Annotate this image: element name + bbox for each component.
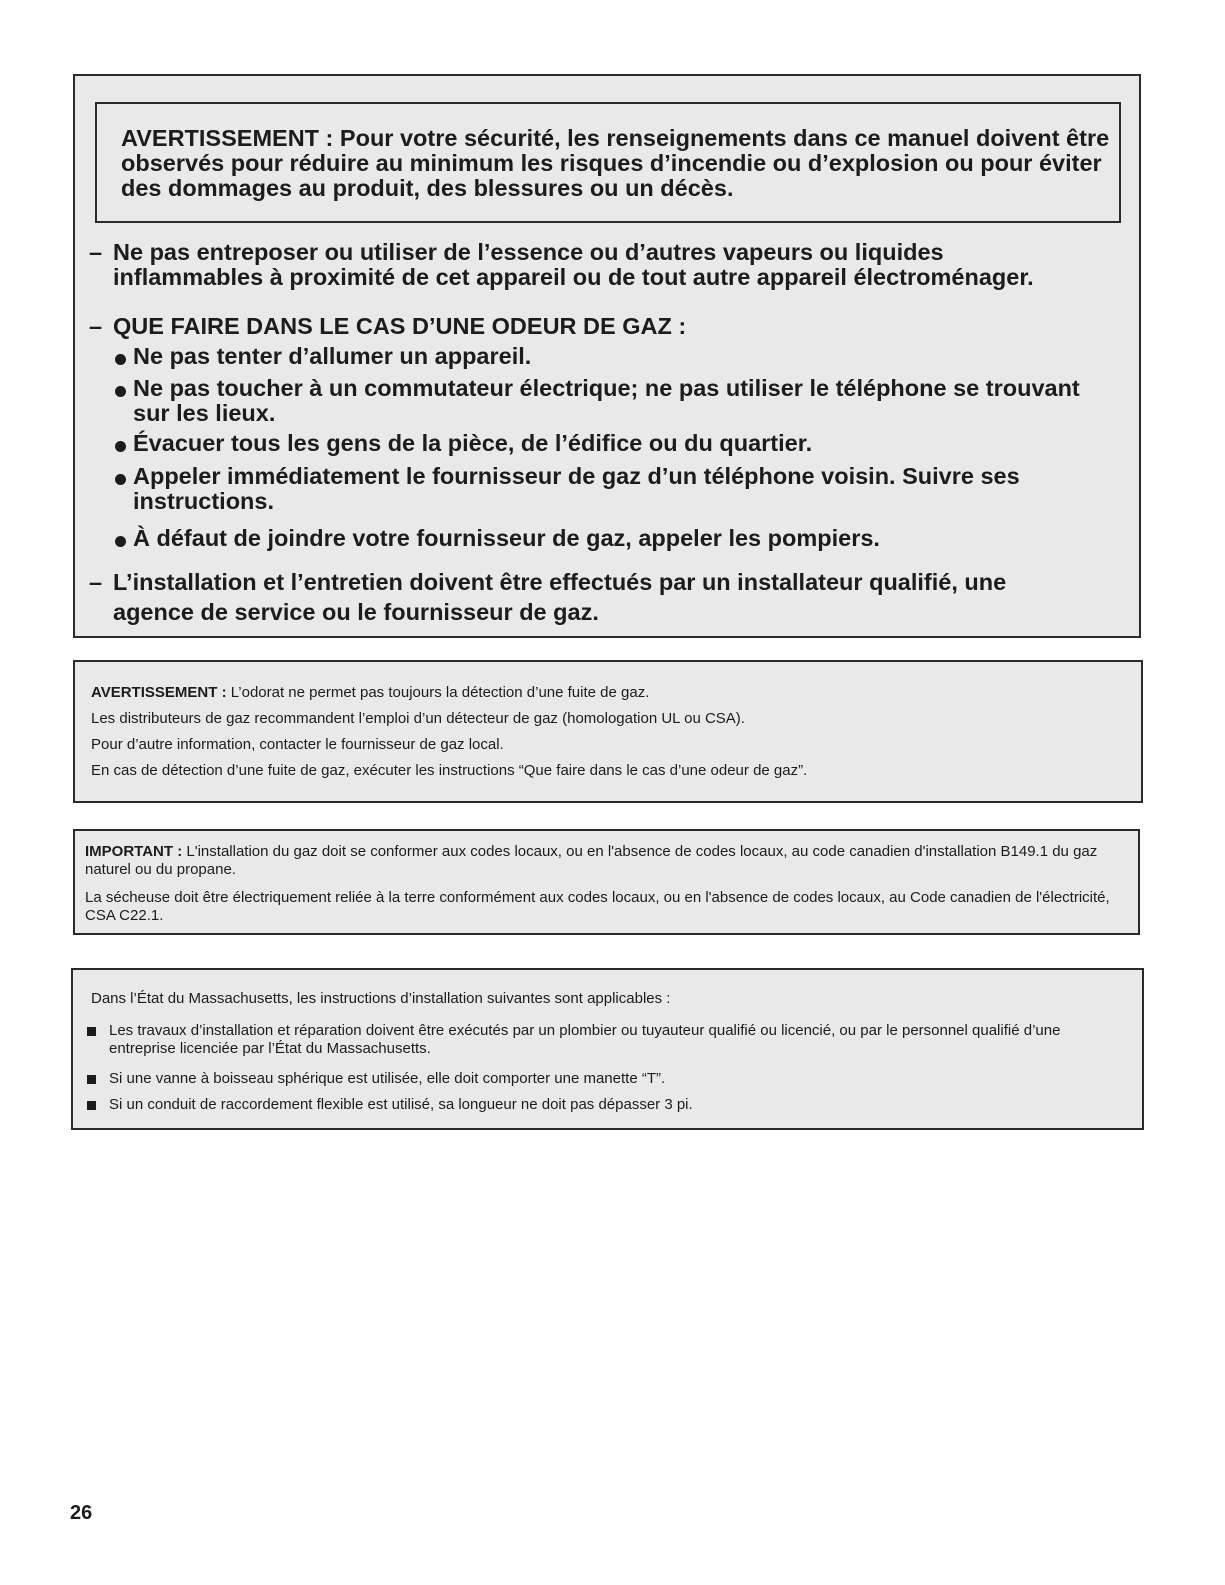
gas-detector-line-3: Pour d’autre information, contacter le fournisseur de gaz local. [91, 736, 504, 753]
bullet-dot [115, 354, 126, 365]
dash-item-text: Ne pas entreposer ou utiliser de l’essence ou d’autres vapeurs ou liquides inflammables à proximité de cet appareil ou de tout autre appareil électroménager. [113, 239, 1034, 290]
gas-detector-warning-box [73, 660, 1143, 803]
bullet-text: Évacuer tous les gens de la pièce, de l’édifice ou du quartier. [133, 430, 813, 456]
dash-item-gas-odor-heading [89, 314, 1089, 339]
bullet-item [115, 376, 1095, 426]
bullet-dot [115, 474, 126, 485]
headline-warning-box [95, 102, 1121, 223]
bullet-item [115, 464, 1045, 514]
dash-marker: – [89, 313, 103, 339]
massachusetts-item-3: Si un conduit de raccordement flexible est utilisé, sa longueur ne doit pas dépasser 3 pi. [109, 1096, 693, 1113]
bullet-dot [115, 386, 126, 397]
important-label: IMPORTANT : [85, 843, 183, 860]
bullet-dot [115, 441, 126, 452]
massachusetts-item-1: Les travaux d’installation et réparation doivent être exécutés par un plombier ou tuyauteur qualifié ou licencié, ou par le personnel qualifié d’une entreprise licenciée par l’État du Massachusetts. [109, 1022, 1061, 1057]
warning-text: L’odorat ne permet pas toujours la détection d’une fuite de gaz. [230, 684, 650, 701]
dash-item-text: QUE FAIRE DANS LE CAS D’UNE ODEUR DE GAZ : [113, 313, 687, 339]
gas-detector-line-2: Les distributeurs de gaz recommandent l’emploi d’un détecteur de gaz (homologation UL ou CSA). [91, 710, 745, 727]
bullet-dot [115, 536, 126, 547]
dash-marker: – [89, 239, 103, 265]
massachusetts-box [71, 968, 1144, 1130]
bullet-item [115, 344, 1095, 369]
important-text: L'installation du gaz doit se conformer aux codes locaux, ou en l'absence de codes locaux, au code canadien d'installation B149.1 du gaz naturel ou du propane. [85, 843, 1098, 878]
dash-item-qualified-installer [89, 567, 1029, 627]
square-bullet-icon [87, 1075, 96, 1084]
dash-marker: – [89, 569, 103, 595]
dash-item-text: L’installation et l’entretien doivent être effectués par un installateur qualifié, une agence de service ou le fournisseur de gaz. [113, 569, 1007, 625]
bullet-item [115, 526, 1095, 551]
dash-item-flammables [89, 240, 1089, 290]
gas-detector-line-4: En cas de détection d’une fuite de gaz, exécuter les instructions “Que faire dans le cas d’une odeur de gaz”. [91, 762, 808, 779]
bullet-item [115, 431, 1095, 456]
page-number: 26 [70, 1502, 93, 1524]
bullet-text: Ne pas toucher à un commutateur électrique; ne pas utiliser le téléphone se trouvant sur les lieux. [133, 375, 1080, 426]
square-bullet-icon [87, 1027, 96, 1036]
important-para-1 [85, 843, 1125, 879]
bullet-text: À défaut de joindre votre fournisseur de gaz, appeler les pompiers. [133, 525, 880, 551]
main-safety-warning-box [73, 74, 1141, 638]
massachusetts-item-2: Si une vanne à boisseau sphérique est utilisée, elle doit comporter une manette “T”. [109, 1070, 666, 1087]
warning-headline: AVERTISSEMENT : Pour votre sécurité, les renseignements dans ce manuel doivent être observés pour réduire au minimum les risques d’incendie ou d’explosion ou pour éviter des dommages au produit, des blessures ou un décès. [121, 125, 1110, 201]
important-para-2: La sécheuse doit être électriquement reliée à la terre conformément aux codes locaux, ou en l'absence de codes locaux, au Code canadien de l'électricité, CSA C22.1. [85, 889, 1110, 924]
bullet-text: Appeler immédiatement le fournisseur de gaz d’un téléphone voisin. Suivre ses instructions. [133, 463, 1020, 514]
important-notice-box [73, 829, 1140, 935]
bullet-text: Ne pas tenter d’allumer un appareil. [133, 343, 532, 369]
square-bullet-icon [87, 1101, 96, 1110]
gas-detector-line-1 [91, 684, 649, 702]
warning-label: AVERTISSEMENT : [91, 684, 227, 701]
massachusetts-intro: Dans l’État du Massachusetts, les instructions d’installation suivantes sont applicables : [91, 990, 671, 1007]
